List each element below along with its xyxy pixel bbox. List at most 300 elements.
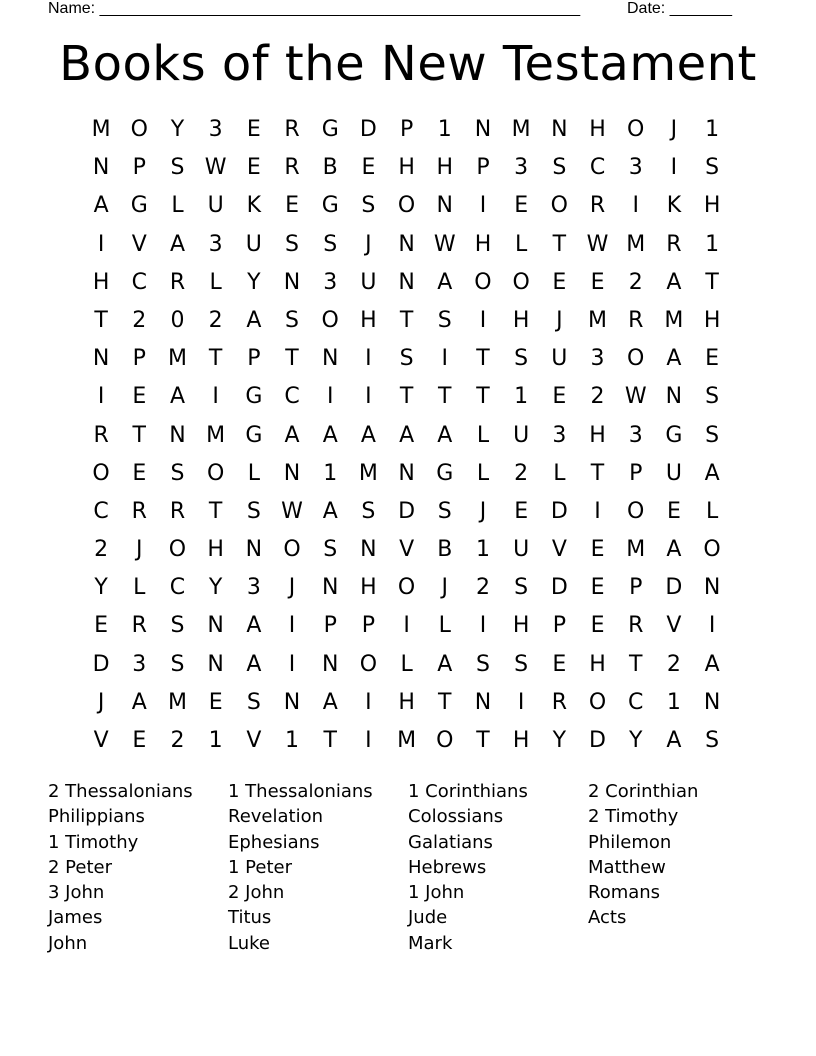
- grid-cell[interactable]: V: [131, 231, 147, 257]
- grid-cell[interactable]: P: [552, 613, 566, 639]
- grid-cell[interactable]: P: [629, 575, 643, 601]
- grid-cell[interactable]: S: [514, 575, 529, 601]
- grid-cell[interactable]: J: [136, 537, 143, 563]
- grid-cell[interactable]: H: [512, 307, 530, 333]
- grid-cell[interactable]: N: [207, 651, 224, 677]
- word-list-item: Galatians: [408, 831, 493, 853]
- grid-cell[interactable]: N: [207, 613, 224, 639]
- grid-cell[interactable]: T: [132, 422, 146, 448]
- grid-cell[interactable]: U: [513, 422, 530, 448]
- grid-cell[interactable]: S: [399, 346, 414, 372]
- grid-cell[interactable]: B: [322, 155, 338, 181]
- grid-cell[interactable]: Y: [208, 575, 223, 601]
- grid-cell[interactable]: H: [589, 117, 606, 142]
- grid-cell[interactable]: N: [665, 384, 683, 410]
- grid-cell[interactable]: J: [479, 498, 487, 524]
- grid-cell[interactable]: O: [703, 537, 721, 563]
- grid-cell[interactable]: 1: [475, 537, 490, 563]
- grid-cell[interactable]: O: [627, 117, 645, 142]
- grid-cell[interactable]: A: [131, 689, 147, 715]
- grid-cell[interactable]: S: [437, 498, 452, 524]
- grid-cell[interactable]: M: [206, 422, 226, 448]
- grid-cell[interactable]: N: [703, 689, 721, 715]
- grid-cell[interactable]: H: [360, 307, 377, 333]
- grid-cell[interactable]: 2: [666, 651, 681, 677]
- grid-cell[interactable]: R: [589, 193, 606, 219]
- grid-cell[interactable]: S: [285, 307, 300, 333]
- grid-cell[interactable]: N: [398, 460, 415, 486]
- grid-cell[interactable]: H: [436, 155, 454, 181]
- grid-cell[interactable]: S: [361, 193, 376, 219]
- grid-cell[interactable]: R: [169, 498, 186, 524]
- grid-cell[interactable]: Y: [170, 117, 185, 142]
- grid-cell[interactable]: I: [479, 307, 487, 333]
- grid-cell[interactable]: 3: [246, 575, 261, 601]
- grid-cell[interactable]: 2: [170, 728, 185, 753]
- grid-cell[interactable]: T: [285, 346, 299, 372]
- grid-cell[interactable]: C: [169, 575, 186, 601]
- grid-cell[interactable]: L: [476, 422, 490, 448]
- grid-cell[interactable]: L: [705, 498, 719, 524]
- grid-cell[interactable]: V: [551, 537, 567, 563]
- grid-cell[interactable]: H: [474, 231, 492, 257]
- grid-cell[interactable]: K: [246, 193, 262, 219]
- worksheet-header: [48, 0, 748, 20]
- grid-cell[interactable]: I: [441, 346, 449, 372]
- grid-cell[interactable]: D: [92, 651, 110, 677]
- grid-cell[interactable]: 3: [628, 155, 643, 181]
- grid-cell[interactable]: I: [517, 689, 525, 715]
- grid-cell[interactable]: H: [398, 689, 415, 715]
- date-field-label: Date: _______: [627, 0, 732, 17]
- grid-cell[interactable]: L: [553, 460, 566, 486]
- grid-cell[interactable]: H: [360, 575, 377, 601]
- grid-cell[interactable]: 2: [132, 307, 147, 333]
- grid-cell[interactable]: I: [365, 689, 372, 715]
- word-list-item: Philemon: [588, 831, 672, 853]
- grid-cell[interactable]: E: [666, 498, 681, 524]
- grid-cell[interactable]: P: [323, 613, 337, 639]
- grid-cell[interactable]: O: [627, 346, 645, 372]
- grid-cell[interactable]: H: [512, 613, 530, 639]
- grid-cell[interactable]: I: [212, 384, 219, 410]
- grid-cell[interactable]: E: [285, 193, 299, 219]
- grid-cell[interactable]: Y: [628, 728, 643, 753]
- grid-cell[interactable]: T: [590, 460, 605, 486]
- grid-cell[interactable]: R: [284, 117, 300, 142]
- grid-cell[interactable]: I: [288, 651, 296, 677]
- grid-cell[interactable]: I: [479, 193, 487, 219]
- grid-cell[interactable]: I: [403, 613, 410, 639]
- grid-cell[interactable]: S: [170, 460, 185, 486]
- grid-cell[interactable]: O: [397, 193, 416, 219]
- grid-cell[interactable]: J: [670, 117, 678, 142]
- grid-cell[interactable]: L: [400, 651, 413, 677]
- grid-cell[interactable]: H: [589, 422, 606, 448]
- grid-cell[interactable]: M: [397, 728, 417, 753]
- grid-cell[interactable]: O: [206, 460, 225, 486]
- grid-cell[interactable]: J: [97, 689, 105, 715]
- grid-cell[interactable]: 3: [514, 155, 529, 181]
- word-list-item: 2 Peter: [48, 856, 112, 878]
- grid-cell[interactable]: N: [703, 575, 721, 601]
- grid-cell[interactable]: Y: [94, 575, 108, 601]
- grid-cell[interactable]: P: [399, 117, 414, 142]
- word-list-item: Revelation: [228, 806, 324, 828]
- grid-cell[interactable]: K: [666, 193, 682, 219]
- grid-cell[interactable]: S: [170, 155, 185, 181]
- grid-cell[interactable]: 3: [132, 651, 147, 677]
- grid-cell[interactable]: O: [283, 537, 301, 563]
- grid-cell[interactable]: T: [438, 689, 452, 715]
- grid-cell[interactable]: S: [475, 651, 490, 677]
- grid-cell[interactable]: E: [590, 537, 605, 563]
- grid-cell[interactable]: T: [628, 651, 643, 677]
- word-list-item: 1 Peter: [228, 856, 292, 878]
- grid-cell[interactable]: A: [322, 498, 338, 524]
- grid-cell[interactable]: L: [133, 575, 146, 601]
- grid-cell[interactable]: S: [170, 651, 185, 677]
- grid-cell[interactable]: U: [207, 193, 224, 219]
- grid-cell[interactable]: T: [94, 307, 108, 333]
- grid-cell[interactable]: I: [708, 613, 716, 639]
- grid-cell[interactable]: P: [132, 155, 146, 181]
- grid-cell[interactable]: 1: [208, 728, 223, 753]
- grid-cell[interactable]: D: [550, 498, 568, 524]
- grid-cell[interactable]: L: [438, 613, 451, 639]
- grid-cell[interactable]: D: [665, 575, 683, 601]
- grid-cell[interactable]: N: [283, 460, 301, 486]
- grid-cell[interactable]: S: [437, 307, 452, 333]
- grid-cell[interactable]: A: [666, 346, 682, 372]
- grid-cell[interactable]: O: [512, 269, 530, 295]
- grid-cell[interactable]: E: [132, 460, 147, 486]
- grid-cell[interactable]: V: [93, 728, 109, 753]
- grid-cell[interactable]: T: [476, 346, 490, 372]
- grid-cell[interactable]: T: [399, 384, 414, 410]
- grid-cell[interactable]: V: [399, 537, 415, 563]
- grid-cell[interactable]: M: [511, 117, 531, 142]
- grid-cell[interactable]: N: [321, 346, 339, 372]
- grid-cell[interactable]: G: [130, 193, 148, 219]
- grid-cell[interactable]: I: [365, 346, 372, 372]
- grid-cell[interactable]: 1: [323, 460, 338, 486]
- grid-cell[interactable]: O: [550, 193, 568, 219]
- grid-cell[interactable]: A: [360, 422, 376, 448]
- grid-cell[interactable]: H: [92, 269, 110, 295]
- grid-cell[interactable]: 3: [323, 269, 338, 295]
- grid-cell[interactable]: A: [93, 193, 109, 219]
- grid-cell[interactable]: E: [514, 193, 529, 219]
- grid-cell[interactable]: 2: [590, 384, 605, 410]
- grid-cell[interactable]: 3: [552, 422, 567, 448]
- grid-cell[interactable]: C: [628, 689, 644, 715]
- grid-cell[interactable]: I: [97, 384, 105, 410]
- grid-cell[interactable]: 1: [285, 728, 300, 753]
- grid-cell[interactable]: W: [204, 155, 227, 181]
- grid-cell[interactable]: U: [245, 231, 262, 257]
- grid-cell[interactable]: I: [326, 384, 334, 410]
- grid-cell[interactable]: R: [551, 689, 567, 715]
- grid-cell[interactable]: C: [131, 269, 147, 295]
- grid-cell[interactable]: E: [590, 613, 605, 639]
- grid-cell[interactable]: P: [629, 460, 643, 486]
- grid-cell[interactable]: S: [514, 651, 529, 677]
- grid-cell[interactable]: I: [365, 384, 372, 410]
- grid-cell[interactable]: A: [704, 460, 720, 486]
- grid-cell[interactable]: N: [92, 155, 110, 181]
- grid-cell[interactable]: L: [247, 460, 260, 486]
- grid-cell[interactable]: R: [628, 613, 644, 639]
- grid-cell[interactable]: O: [321, 307, 339, 333]
- grid-cell[interactable]: 2: [208, 307, 223, 333]
- grid-cell[interactable]: G: [321, 193, 339, 219]
- grid-cell[interactable]: R: [284, 155, 300, 181]
- grid-cell[interactable]: 1: [666, 689, 681, 715]
- grid-cell[interactable]: G: [245, 384, 263, 410]
- grid-cell[interactable]: R: [666, 231, 682, 257]
- grid-cell[interactable]: D: [398, 498, 416, 524]
- grid-cell[interactable]: 0: [170, 307, 185, 333]
- grid-cell[interactable]: S: [323, 231, 338, 257]
- grid-cell[interactable]: G: [436, 460, 454, 486]
- grid-cell[interactable]: O: [168, 537, 187, 563]
- grid-cell[interactable]: D: [550, 575, 568, 601]
- grid-cell[interactable]: A: [666, 269, 682, 295]
- grid-cell[interactable]: S: [246, 498, 261, 524]
- grid-cell[interactable]: L: [171, 193, 184, 219]
- grid-cell[interactable]: T: [208, 498, 223, 524]
- grid-cell[interactable]: V: [666, 613, 682, 639]
- grid-cell[interactable]: E: [94, 613, 109, 639]
- grid-cell[interactable]: S: [323, 537, 338, 563]
- grid-cell[interactable]: N: [360, 537, 377, 563]
- grid-cell[interactable]: V: [246, 728, 262, 753]
- grid-cell[interactable]: U: [513, 537, 530, 563]
- word-list-item: 1 Timothy: [48, 831, 139, 853]
- grid-cell[interactable]: T: [399, 307, 414, 333]
- grid-cell[interactable]: I: [594, 498, 601, 524]
- grid-cell[interactable]: E: [132, 728, 147, 753]
- grid-cell[interactable]: E: [514, 498, 529, 524]
- grid-cell[interactable]: H: [207, 537, 224, 563]
- grid-cell[interactable]: E: [246, 117, 261, 142]
- grid-cell[interactable]: W: [586, 231, 609, 257]
- grid-cell[interactable]: T: [476, 384, 490, 410]
- grid-cell[interactable]: A: [437, 269, 453, 295]
- word-list-item: Matthew: [588, 856, 666, 878]
- grid-cell[interactable]: P: [361, 613, 376, 639]
- grid-cell[interactable]: 1: [705, 117, 720, 142]
- grid-cell[interactable]: I: [288, 613, 296, 639]
- grid-cell[interactable]: 1: [705, 231, 720, 257]
- grid-cell[interactable]: N: [436, 193, 454, 219]
- grid-cell[interactable]: 2: [475, 575, 490, 601]
- grid-cell[interactable]: O: [627, 498, 645, 524]
- grid-cell[interactable]: P: [132, 346, 146, 372]
- grid-cell[interactable]: E: [590, 269, 605, 295]
- grid-cell[interactable]: E: [361, 155, 376, 181]
- grid-cell[interactable]: D: [589, 728, 606, 753]
- grid-cell[interactable]: T: [552, 231, 567, 257]
- grid-cell[interactable]: E: [705, 346, 720, 372]
- grid-cell[interactable]: A: [704, 651, 720, 677]
- grid-cell[interactable]: 2: [628, 269, 643, 295]
- grid-cell[interactable]: T: [208, 346, 223, 372]
- grid-cell[interactable]: S: [705, 422, 720, 448]
- grid-cell[interactable]: S: [705, 384, 720, 410]
- grid-cell[interactable]: A: [169, 231, 185, 257]
- grid-cell[interactable]: O: [92, 460, 110, 486]
- grid-cell[interactable]: E: [552, 384, 567, 410]
- grid-cell[interactable]: N: [283, 689, 301, 715]
- grid-cell[interactable]: H: [589, 651, 606, 677]
- word-list-item: 2 Corinthian: [588, 781, 699, 802]
- grid-cell[interactable]: A: [437, 651, 453, 677]
- grid-cell[interactable]: O: [397, 575, 416, 601]
- grid-cell[interactable]: A: [322, 422, 338, 448]
- grid-cell[interactable]: E: [552, 651, 567, 677]
- grid-cell[interactable]: M: [626, 537, 646, 563]
- grid-cell[interactable]: I: [365, 728, 372, 753]
- grid-cell[interactable]: N: [321, 651, 339, 677]
- grid-cell[interactable]: U: [360, 269, 377, 295]
- grid-cell[interactable]: O: [359, 651, 378, 677]
- grid-cell[interactable]: S: [361, 498, 376, 524]
- grid-cell[interactable]: 1: [437, 117, 452, 142]
- grid-cell[interactable]: A: [399, 422, 415, 448]
- grid-cell[interactable]: L: [515, 231, 528, 257]
- grid-cell[interactable]: E: [590, 575, 605, 601]
- grid-cell[interactable]: R: [169, 269, 186, 295]
- grid-cell[interactable]: N: [398, 231, 415, 257]
- grid-cell[interactable]: U: [665, 460, 682, 486]
- grid-cell[interactable]: O: [588, 689, 607, 715]
- grid-cell[interactable]: N: [169, 422, 186, 448]
- grid-cell[interactable]: R: [131, 613, 147, 639]
- grid-cell[interactable]: N: [245, 537, 263, 563]
- grid-cell[interactable]: E: [132, 384, 147, 410]
- grid-cell[interactable]: M: [626, 231, 646, 257]
- grid-cell[interactable]: 2: [514, 460, 529, 486]
- grid-cell[interactable]: 3: [628, 422, 643, 448]
- grid-cell[interactable]: O: [474, 269, 492, 295]
- grid-cell[interactable]: Y: [247, 269, 261, 295]
- word-list-item: Colossians: [408, 806, 504, 828]
- grid-cell[interactable]: E: [208, 689, 223, 715]
- grid-cell[interactable]: I: [632, 193, 639, 219]
- grid-cell[interactable]: N: [92, 346, 110, 372]
- grid-cell[interactable]: J: [288, 575, 296, 601]
- grid-cell[interactable]: E: [552, 269, 567, 295]
- grid-cell[interactable]: P: [476, 155, 490, 181]
- grid-cell[interactable]: H: [398, 155, 415, 181]
- grid-cell[interactable]: P: [247, 346, 261, 372]
- grid-cell[interactable]: I: [97, 231, 105, 257]
- grid-cell[interactable]: N: [551, 117, 568, 142]
- grid-cell[interactable]: T: [476, 728, 490, 753]
- grid-cell[interactable]: M: [358, 460, 378, 486]
- grid-cell[interactable]: N: [398, 269, 415, 295]
- grid-cell[interactable]: M: [588, 307, 608, 333]
- grid-cell[interactable]: C: [93, 498, 109, 524]
- grid-cell[interactable]: G: [665, 422, 683, 448]
- grid-cell[interactable]: A: [666, 728, 682, 753]
- grid-cell[interactable]: 2: [94, 537, 109, 563]
- grid-cell[interactable]: S: [514, 346, 529, 372]
- grid-cell[interactable]: I: [479, 613, 487, 639]
- grid-cell[interactable]: T: [705, 269, 719, 295]
- grid-cell[interactable]: J: [365, 231, 372, 257]
- grid-cell[interactable]: M: [167, 346, 187, 372]
- grid-cell[interactable]: R: [93, 422, 109, 448]
- grid-cell[interactable]: I: [670, 155, 678, 181]
- grid-cell[interactable]: N: [474, 117, 492, 142]
- grid-cell[interactable]: W: [624, 384, 647, 410]
- grid-cell[interactable]: N: [321, 575, 339, 601]
- grid-cell[interactable]: A: [666, 537, 682, 563]
- grid-cell[interactable]: D: [359, 117, 377, 142]
- grid-cell[interactable]: W: [281, 498, 303, 524]
- grid-cell[interactable]: C: [284, 384, 300, 410]
- grid-cell[interactable]: J: [441, 575, 449, 601]
- grid-cell[interactable]: B: [437, 537, 453, 563]
- grid-cell[interactable]: M: [167, 689, 187, 715]
- grid-cell[interactable]: M: [664, 307, 684, 333]
- grid-cell[interactable]: H: [703, 193, 721, 219]
- grid-cell[interactable]: W: [433, 231, 456, 257]
- grid-cell[interactable]: N: [283, 269, 301, 295]
- grid-cell[interactable]: A: [437, 422, 453, 448]
- grid-cell[interactable]: Y: [552, 728, 567, 753]
- grid-cell[interactable]: A: [284, 422, 300, 448]
- grid-cell[interactable]: T: [438, 384, 452, 410]
- grid-cell[interactable]: S: [285, 231, 300, 257]
- grid-cell[interactable]: S: [246, 689, 261, 715]
- grid-cell[interactable]: S: [705, 728, 720, 753]
- grid-cell[interactable]: U: [551, 346, 568, 372]
- grid-cell[interactable]: R: [628, 307, 644, 333]
- grid-cell[interactable]: C: [589, 155, 606, 181]
- grid-cell[interactable]: T: [323, 728, 337, 753]
- grid-cell[interactable]: H: [703, 307, 721, 333]
- grid-cell[interactable]: E: [246, 155, 261, 181]
- grid-cell[interactable]: R: [131, 498, 147, 524]
- grid-cell[interactable]: H: [512, 728, 530, 753]
- grid-cell[interactable]: 3: [208, 231, 223, 257]
- grid-cell[interactable]: A: [246, 307, 262, 333]
- grid-cell[interactable]: J: [556, 307, 563, 333]
- grid-cell[interactable]: S: [552, 155, 567, 181]
- grid-cell[interactable]: A: [246, 651, 262, 677]
- grid-cell[interactable]: G: [321, 117, 339, 142]
- grid-cell[interactable]: O: [130, 117, 148, 142]
- grid-cell[interactable]: 3: [590, 346, 605, 372]
- grid-cell[interactable]: L: [476, 460, 490, 486]
- grid-cell[interactable]: N: [474, 689, 492, 715]
- grid-cell[interactable]: 3: [208, 117, 223, 142]
- grid-cell[interactable]: A: [246, 613, 262, 639]
- grid-cell[interactable]: 1: [514, 384, 529, 410]
- grid-cell[interactable]: M: [91, 117, 111, 142]
- grid-cell[interactable]: A: [169, 384, 185, 410]
- grid-cell[interactable]: L: [209, 269, 222, 295]
- grid-cell[interactable]: S: [705, 155, 720, 181]
- grid-cell[interactable]: G: [245, 422, 263, 448]
- grid-cell[interactable]: S: [170, 613, 185, 639]
- grid-cell[interactable]: O: [436, 728, 454, 753]
- grid-cell[interactable]: A: [322, 689, 338, 715]
